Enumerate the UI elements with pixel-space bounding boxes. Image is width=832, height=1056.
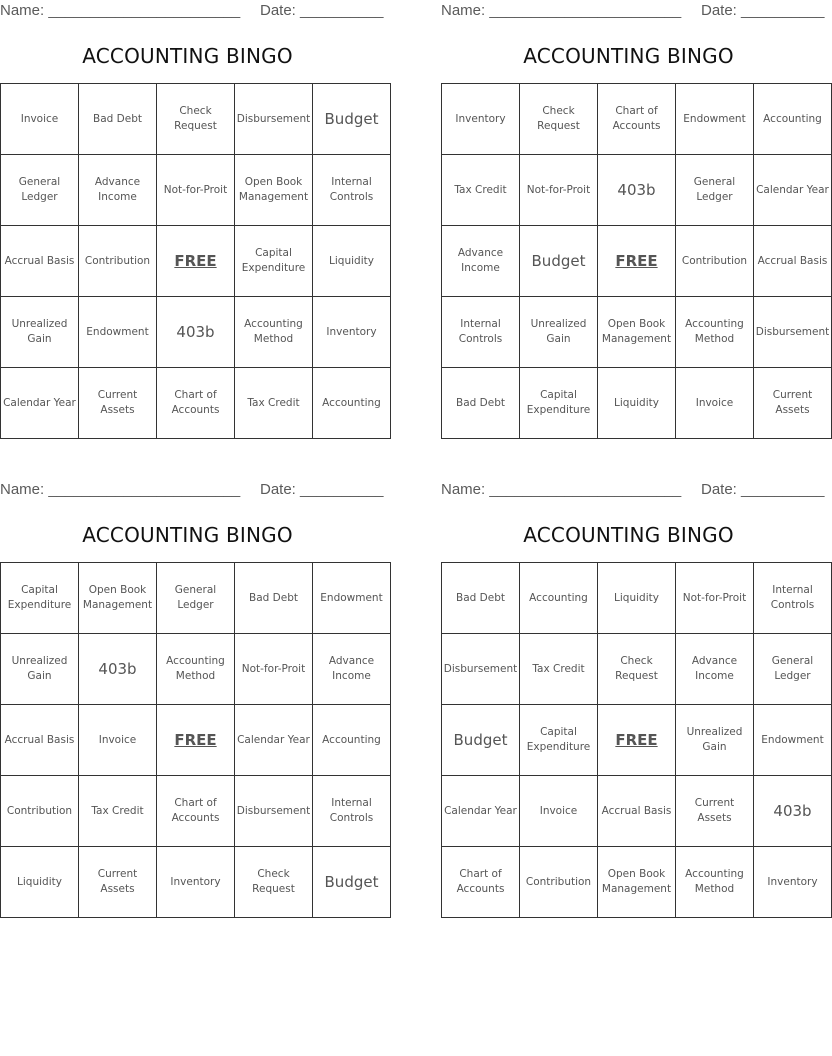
bingo-cell[interactable]: Advance Income [313,634,391,705]
card-header [0,0,384,20]
bingo-cell[interactable]: Not-for-Proit [520,155,598,226]
bingo-cell[interactable]: Accrual Basis [598,776,676,847]
card-title: ACCOUNTING BINGO [523,44,734,68]
bingo-cell[interactable]: Current Assets [676,776,754,847]
bingo-cell[interactable]: Disbursement [442,634,520,705]
bingo-cell[interactable]: General Ledger [754,634,832,705]
bingo-cell[interactable]: Check Request [598,634,676,705]
bingo-cell[interactable]: Unrealized Gain [1,634,79,705]
bingo-cell[interactable]: Accounting [520,563,598,634]
bingo-row [442,634,832,705]
bingo-cell[interactable]: Current Assets [754,368,832,439]
bingo-cell[interactable]: Endowment [676,84,754,155]
bingo-row [1,84,391,155]
bingo-cell[interactable]: Check Request [157,84,235,155]
bingo-cell[interactable]: Accounting [313,368,391,439]
bingo-row [442,297,832,368]
card-title: ACCOUNTING BINGO [523,523,734,547]
bingo-cell[interactable]: Accounting Method [157,634,235,705]
bingo-cell[interactable]: Budget [442,705,520,776]
bingo-cell[interactable]: Contribution [676,226,754,297]
date-field[interactable]: Date: __________ [701,481,825,498]
card-header [441,0,825,20]
bingo-row [1,226,391,297]
bingo-cell[interactable]: Budget [313,847,391,918]
bingo-cell[interactable]: Chart of Accounts [442,847,520,918]
bingo-row [1,847,391,918]
bingo-row [442,563,832,634]
bingo-row [1,297,391,368]
bingo-row [1,563,391,634]
bingo-cell[interactable]: Endowment [79,297,157,368]
bingo-cell[interactable]: General Ledger [157,563,235,634]
bingo-cell[interactable]: 403b [157,297,235,368]
bingo-cell[interactable]: Inventory [754,847,832,918]
free-space[interactable]: FREE [598,226,676,297]
bingo-cell[interactable]: Advance Income [676,634,754,705]
bingo-cell[interactable]: Liquidity [598,368,676,439]
bingo-cell[interactable]: Internal Controls [442,297,520,368]
bingo-row [442,84,832,155]
bingo-cell[interactable]: General Ledger [1,155,79,226]
bingo-cell[interactable]: Advance Income [79,155,157,226]
bingo-row [442,705,832,776]
bingo-cell[interactable]: Not-for-Proit [676,563,754,634]
name-field[interactable]: Name: _______________________ [0,481,241,498]
bingo-cell[interactable]: Invoice [520,776,598,847]
bingo-row [442,847,832,918]
bingo-cell[interactable]: Check Request [520,84,598,155]
bingo-cell[interactable]: Internal Controls [754,563,832,634]
bingo-cell[interactable]: Liquidity [1,847,79,918]
bingo-cell[interactable]: Not-for-Proit [235,634,313,705]
card-header [0,479,384,499]
bingo-cell[interactable]: Not-for-Proit [157,155,235,226]
bingo-cell[interactable]: Open Book Management [598,847,676,918]
bingo-cell[interactable]: Invoice [1,84,79,155]
bingo-cell[interactable]: Unrealized Gain [1,297,79,368]
bingo-cell[interactable]: Bad Debt [79,84,157,155]
bingo-cell[interactable]: Accounting Method [676,847,754,918]
bingo-cell[interactable]: General Ledger [676,155,754,226]
bingo-row [1,368,391,439]
bingo-cell[interactable]: Capital Expenditure [520,705,598,776]
bingo-cell[interactable]: Internal Controls [313,776,391,847]
bingo-grid [441,83,832,439]
bingo-row [1,634,391,705]
bingo-cell[interactable]: Advance Income [442,226,520,297]
bingo-cell[interactable]: Tax Credit [235,368,313,439]
bingo-cell[interactable]: Calendar Year [442,776,520,847]
bingo-cell[interactable]: Accrual Basis [1,226,79,297]
bingo-cell[interactable]: Budget [520,226,598,297]
bingo-cell[interactable]: 403b [598,155,676,226]
date-field[interactable]: Date: __________ [260,481,384,498]
bingo-row [1,155,391,226]
bingo-cell[interactable]: Current Assets [79,847,157,918]
bingo-cell[interactable]: Inventory [313,297,391,368]
bingo-cell[interactable]: Check Request [235,847,313,918]
card-title: ACCOUNTING BINGO [82,44,293,68]
bingo-cell[interactable]: Bad Debt [235,563,313,634]
bingo-cell[interactable]: Tax Credit [442,155,520,226]
name-field[interactable]: Name: _______________________ [441,2,682,19]
bingo-cell[interactable]: Endowment [313,563,391,634]
name-field[interactable]: Name: _______________________ [0,2,241,19]
bingo-cell[interactable]: Calendar Year [754,155,832,226]
bingo-cell[interactable]: Current Assets [79,368,157,439]
name-field[interactable]: Name: _______________________ [441,481,682,498]
bingo-cell[interactable]: Chart of Accounts [157,776,235,847]
bingo-cell[interactable]: Unrealized Gain [676,705,754,776]
bingo-cell[interactable]: Accounting [313,705,391,776]
bingo-cell[interactable]: Bad Debt [442,368,520,439]
bingo-cell[interactable]: 403b [79,634,157,705]
bingo-cell[interactable]: Capital Expenditure [1,563,79,634]
bingo-cell[interactable]: Accrual Basis [1,705,79,776]
bingo-cell[interactable]: Inventory [157,847,235,918]
bingo-cell[interactable]: Liquidity [598,563,676,634]
bingo-cell[interactable]: Liquidity [313,226,391,297]
free-space[interactable]: FREE [598,705,676,776]
bingo-cell[interactable]: Internal Controls [313,155,391,226]
bingo-cell[interactable]: Invoice [676,368,754,439]
bingo-cell[interactable]: Disbursement [754,297,832,368]
bingo-row [1,776,391,847]
bingo-cell[interactable]: Inventory [442,84,520,155]
bingo-cell[interactable]: Accounting Method [235,297,313,368]
bingo-cell[interactable]: Contribution [1,776,79,847]
bingo-cell[interactable]: Tax Credit [79,776,157,847]
bingo-cell[interactable]: Chart of Accounts [598,84,676,155]
bingo-row [1,705,391,776]
bingo-row [442,155,832,226]
bingo-grid [0,562,391,918]
card-header [441,479,825,499]
bingo-cell[interactable]: Open Book Management [235,155,313,226]
bingo-cell[interactable]: Invoice [79,705,157,776]
bingo-cell[interactable]: Budget [313,84,391,155]
bingo-cell[interactable]: 403b [754,776,832,847]
free-space[interactable]: FREE [157,226,235,297]
card-title: ACCOUNTING BINGO [82,523,293,547]
date-field[interactable]: Date: __________ [260,2,384,19]
date-field[interactable]: Date: __________ [701,2,825,19]
bingo-grid [441,562,832,918]
bingo-cell[interactable]: Accounting Method [676,297,754,368]
bingo-cell[interactable]: Disbursement [235,84,313,155]
bingo-cell[interactable]: Disbursement [235,776,313,847]
free-space[interactable]: FREE [157,705,235,776]
bingo-grid [0,83,391,439]
bingo-cell[interactable]: Open Book Management [598,297,676,368]
bingo-cell[interactable]: Tax Credit [520,634,598,705]
bingo-row [442,226,832,297]
bingo-cell[interactable]: Endowment [754,705,832,776]
bingo-cell[interactable]: Contribution [79,226,157,297]
bingo-cell[interactable]: Calendar Year [235,705,313,776]
bingo-cell[interactable]: Accrual Basis [754,226,832,297]
bingo-cell[interactable]: Bad Debt [442,563,520,634]
bingo-cell[interactable]: Chart of Accounts [157,368,235,439]
bingo-cell[interactable]: Unrealized Gain [520,297,598,368]
bingo-cell[interactable]: Open Book Management [79,563,157,634]
bingo-cell[interactable]: Accounting [754,84,832,155]
bingo-cell[interactable]: Capital Expenditure [235,226,313,297]
bingo-cell[interactable]: Capital Expenditure [520,368,598,439]
bingo-cell[interactable]: Calendar Year [1,368,79,439]
bingo-row [442,368,832,439]
bingo-row [442,776,832,847]
bingo-cell[interactable]: Contribution [520,847,598,918]
